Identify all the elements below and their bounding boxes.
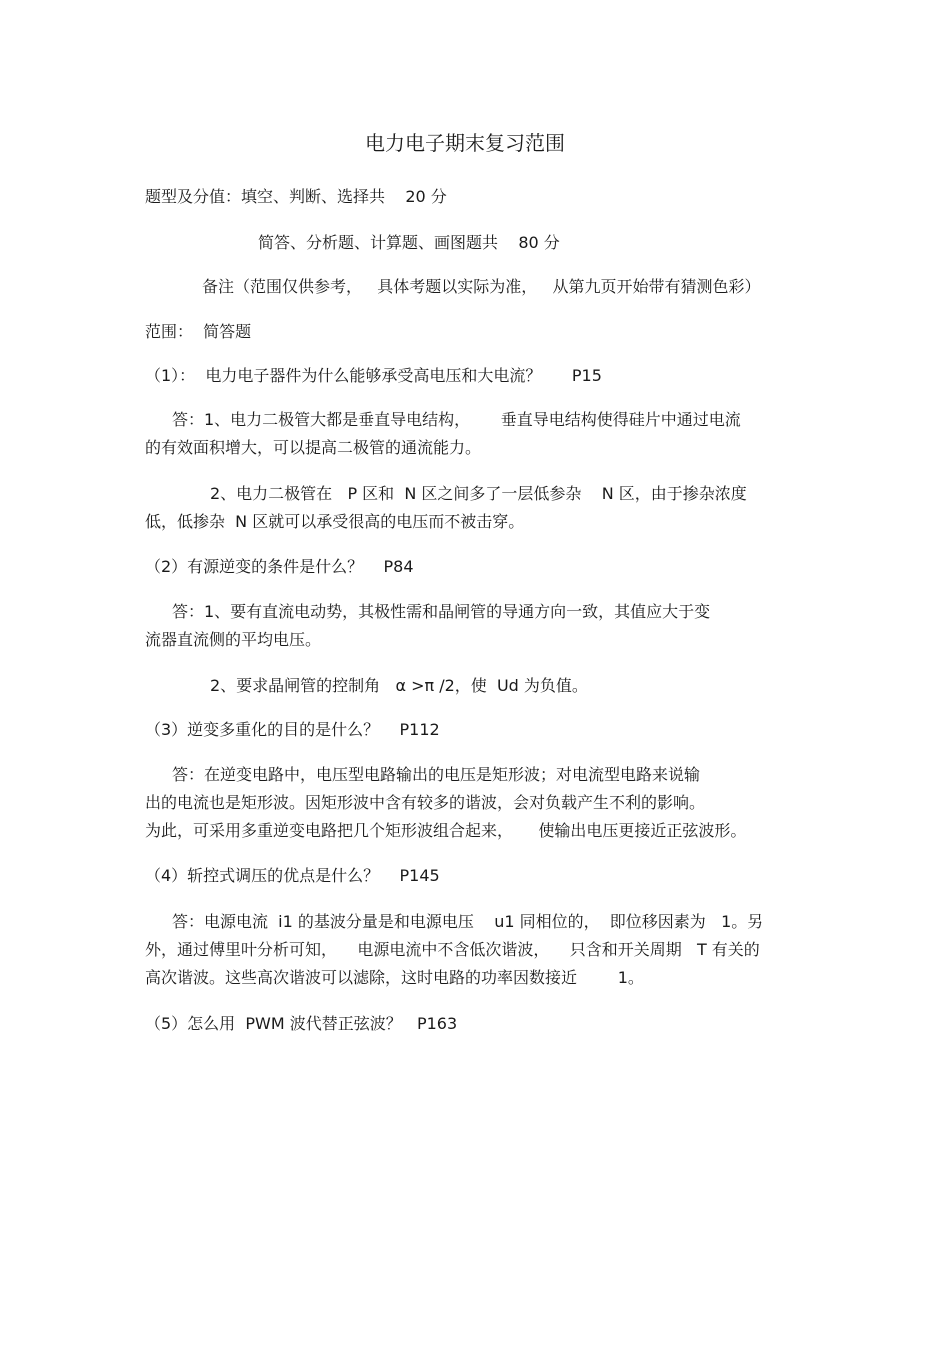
question-2-heading: （2）有源逆变的条件是什么？ P84 [145,557,414,576]
question-1-answer-line: 低，低掺杂 N 区就可以承受很高的电压而不被击穿。 [145,512,525,531]
question-1-answer-line: 的有效面积增大，可以提高二极管的通流能力。 [145,438,482,457]
question-5-heading: （5）怎么用 PWM 波代替正弦波？ P163 [145,1014,458,1033]
document-title: 电力电子期末复习范围 [365,131,565,155]
scope-note: 备注（范围仅供参考， 具体考题以实际为准， 从第九页开始带有猜测色彩） [202,277,761,296]
question-4-answer-line: 答：电源电流 i1 的基波分量是和电源电压 u1 同相位的， 即位移因素为 1。另 [172,912,764,931]
question-1-answer-line: 2、电力二极管在 P 区和 N 区之间多了一层低参杂 N 区，由于掺杂浓度 [210,484,747,503]
question-4-answer-line: 外，通过傅里叶分析可知， 电源电流中不含低次谐波， 只含和开关周期 T 有关的 [145,940,760,959]
question-3-answer-line: 答：在逆变电路中，电压型电路输出的电压是矩形波；对电流型电路来说输 [172,765,701,784]
question-types-line-1: 题型及分值：填空、判断、选择共 20 分 [145,187,447,206]
question-3-answer-line: 为此，可采用多重逆变电路把几个矩形波组合起来， 使输出电压更接近正弦波形。 [145,821,747,840]
question-1-answer-line: 答：1、电力二极管大都是垂直导电结构， 垂直导电结构使得硅片中通过电流 [172,410,741,429]
scope-label: 范围： 简答题 [145,322,252,341]
question-4-heading: （4）斩控式调压的优点是什么？ P145 [145,866,440,885]
question-2-answer-line: 2、要求晶闸管的控制角 α >π /2，使 Ud 为负值。 [210,676,588,695]
question-1-heading: （1）： 电力电子器件为什么能够承受高电压和大电流？ P15 [145,366,602,385]
question-2-answer-line: 流器直流侧的平均电压。 [145,630,322,649]
question-3-heading: （3）逆变多重化的目的是什么？ P112 [145,720,440,739]
question-types-line-2: 简答、分析题、计算题、画图题共 80 分 [258,233,560,252]
question-3-answer-line: 出的电流也是矩形波。因矩形波中含有较多的谐波，会对负载产生不利的影响。 [145,793,706,812]
question-4-answer-line: 高次谐波。这些高次谐波可以滤除，这时电路的功率因数接近 1。 [145,968,644,987]
question-2-answer-line: 答：1、要有直流电动势，其极性需和晶闸管的导通方向一致，其值应大于变 [172,602,711,621]
